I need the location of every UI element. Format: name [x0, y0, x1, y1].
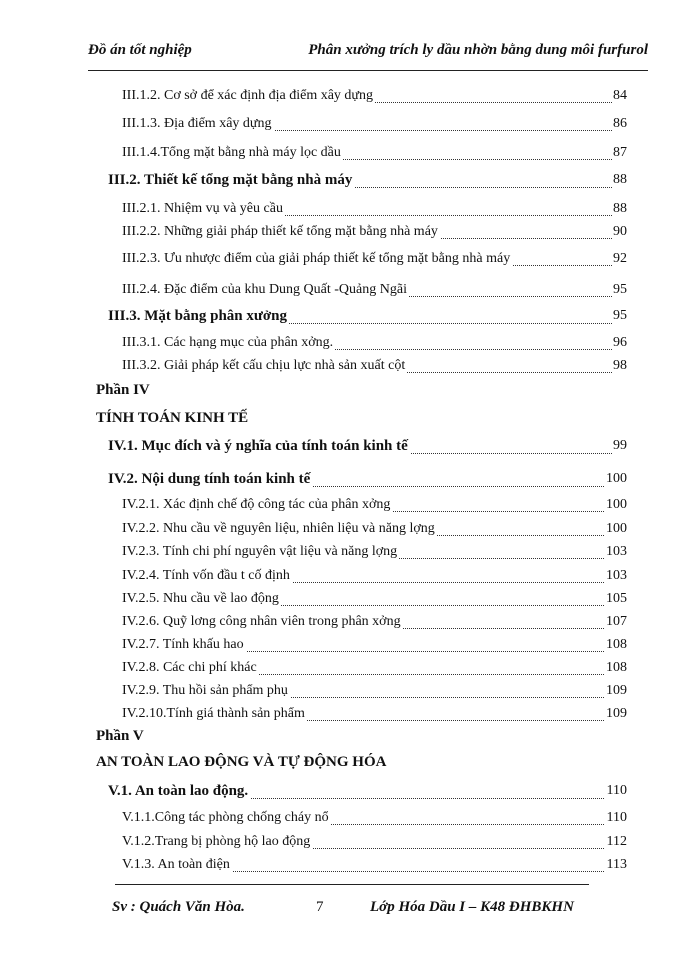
toc-entry-page: 108: [606, 660, 627, 675]
toc-entry-page: 110: [606, 783, 627, 798]
toc-entry-title: III.2.2. Những giải pháp thiết kế tổng mặt bằng nhà máy: [122, 224, 438, 239]
page-header: [88, 42, 648, 66]
toc-entry-page: 103: [606, 568, 627, 583]
toc-entry-title: III.1.3. Địa điểm xây dựng: [122, 116, 272, 131]
toc-entry-title: III.3.2. Giải pháp kết cấu chịu lực nhà sản xuất cột: [122, 358, 406, 373]
toc-entry-title: IV.2.5. Nhu cầu về lao động: [122, 591, 279, 606]
toc-entry-page: 100: [606, 471, 627, 486]
toc-entry-title: III.2.1. Nhiệm vụ và yêu cầu: [122, 201, 283, 216]
toc-entry-page: 100: [606, 497, 627, 512]
footer-author: Sv : Quách Văn Hòa.: [112, 899, 245, 915]
toc-entry-title: V.1.1.Công tác phòng chống cháy nổ: [122, 810, 329, 825]
toc-entry-page: 108: [606, 637, 627, 652]
toc-entry-page: 92: [613, 251, 627, 266]
footer-divider: [115, 884, 589, 885]
toc-entry-page: 103: [606, 544, 627, 559]
header-left-title: Đồ án tốt nghiệp: [88, 42, 192, 58]
toc-entry-page: 100: [606, 521, 627, 536]
toc-entry-title: V.1.2.Trang bị phòng hộ lao động: [122, 834, 311, 849]
header-divider: [88, 70, 648, 71]
toc-entry-title: V.1.3. An toàn điện: [122, 857, 230, 872]
toc-entry-page: 109: [606, 706, 627, 721]
toc-entry-page: 105: [606, 591, 627, 606]
toc-entry-page: 86: [613, 116, 627, 131]
toc-entry-page: 84: [613, 88, 627, 103]
toc-entry-title: IV.2.1. Xác định chế độ công tác của phân xởng: [122, 497, 391, 512]
toc-entry-page: 99: [613, 438, 627, 453]
toc-entry-page: 112: [606, 834, 627, 849]
part-label: Phần V: [96, 728, 144, 744]
toc-entry-title: III.3. Mặt bằng phân xưởng: [108, 308, 288, 324]
toc-entry-page: 109: [606, 683, 627, 698]
toc-entry-title: III.3.1. Các hạng mục của phân xởng.: [122, 335, 334, 350]
toc-entry-title: IV.2.8. Các chi phí khác: [122, 660, 257, 675]
toc-entry-title: III.1.4.Tổng mặt bằng nhà máy lọc dầu: [122, 145, 341, 160]
toc-entry-page: 107: [606, 614, 627, 629]
toc-entry-page: 95: [613, 282, 627, 297]
toc-entry-page: 96: [613, 335, 627, 350]
toc-entry-page: 87: [613, 145, 627, 160]
header-right-title: Phân xưởng trích ly dầu nhờn bằng dung môi furfurol: [308, 42, 648, 58]
toc-entry-page: 98: [613, 358, 627, 373]
toc-entry-title: IV.2.3. Tính chi phí nguyên vật liệu và năng lợng: [122, 544, 398, 559]
footer-class: Lớp Hóa Dầu I – K48 ĐHBKHN: [370, 899, 574, 915]
toc-entry-title: IV.2.9. Thu hồi sản phẩm phụ: [122, 683, 288, 698]
toc-entry-title: III.2.3. Ưu nhược điểm của giải pháp thiết kế tổng mặt bằng nhà máy: [122, 251, 511, 266]
part-label: Phần IV: [96, 382, 150, 398]
toc-entry-page: 90: [613, 224, 627, 239]
toc-entry-title: IV.1. Mục đích và ý nghĩa của tính toán kinh tế: [108, 438, 408, 454]
toc-entry-title: III.1.2. Cơ sở để xác định địa điểm xây dựng: [122, 88, 374, 103]
page-number: 7: [316, 899, 324, 915]
toc-entry-title: IV.2.6. Quỹ lơng công nhân viên trong phân xởng: [122, 614, 401, 629]
part-heading: TÍNH TOÁN KINH TẾ: [96, 410, 249, 426]
toc-entry-page: 113: [606, 857, 627, 872]
toc-entry-title: IV.2.2. Nhu cầu về nguyên liệu, nhiên liệu và năng lợng: [122, 521, 435, 536]
toc-entry-page: 88: [613, 172, 627, 187]
toc-entry-title: IV.2.10.Tính giá thành sản phẩm: [122, 706, 305, 721]
toc-entry-page: 110: [606, 810, 627, 825]
toc-entry-title: IV.2.7. Tính khấu hao: [122, 637, 244, 652]
toc-entry-title: III.2.4. Đặc điểm của khu Dung Quất -Quảng Ngãi: [122, 282, 407, 297]
toc-entry-title: IV.2. Nội dung tính toán kinh tế: [108, 471, 311, 487]
toc-entry-page: 95: [613, 308, 627, 323]
toc-entry-title: V.1. An toàn lao động.: [108, 783, 249, 799]
part-heading: AN TOÀN LAO ĐỘNG VÀ TỰ ĐỘNG HÓA: [96, 754, 387, 770]
toc-entry-page: 88: [613, 201, 627, 216]
toc-entry-title: III.2. Thiết kế tổng mặt bằng nhà máy: [108, 172, 353, 188]
toc-entry-title: IV.2.4. Tính vốn đầu t cố định: [122, 568, 290, 583]
